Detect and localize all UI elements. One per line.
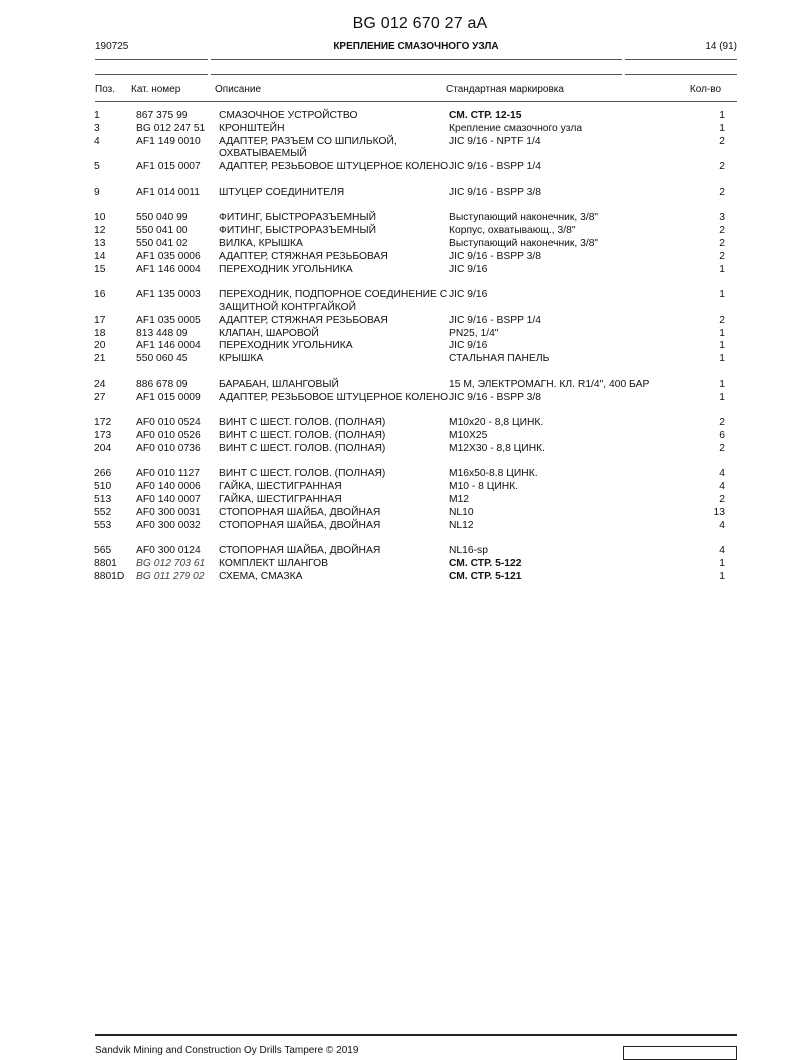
row-pos: 172 — [94, 417, 112, 429]
row-description: ШТУЦЕР СОЕДИНИТЕЛЯ — [219, 186, 345, 198]
row-pos: 10 — [94, 212, 106, 224]
table-row — [0, 507, 794, 520]
row-catalog-number: AF0 010 0524 — [136, 417, 201, 429]
row-pos: 18 — [94, 327, 106, 339]
row-standard-marking: СМ. СТР. 5-122 — [449, 557, 522, 569]
row-pos: 27 — [94, 391, 106, 403]
row-quantity: 2 — [719, 186, 725, 198]
row-description: КЛАПАН, ШАРОВОЙ — [219, 327, 319, 339]
table-row — [0, 110, 794, 123]
table-row — [0, 289, 794, 315]
row-standard-marking: M10x20 - 8,8 ЦИНК. — [449, 417, 544, 429]
row-quantity: 1 — [719, 110, 725, 121]
table-row — [0, 430, 794, 443]
row-pos: 173 — [94, 429, 112, 441]
row-catalog-number: BG 012 703 61 — [136, 557, 206, 569]
row-pos: 21 — [94, 353, 106, 365]
table-row — [0, 392, 794, 418]
row-pos: 510 — [94, 481, 112, 493]
table-row — [0, 264, 794, 277]
row-catalog-number: AF0 140 0006 — [136, 481, 201, 493]
row-catalog-number: AF1 035 0005 — [136, 314, 201, 326]
row-quantity: 3 — [719, 212, 725, 224]
footer-text: Sandvik Mining and Construction Oy Drills Tampere © 2019 — [95, 1045, 359, 1056]
row-standard-marking: JIC 9/16 - BSPP 1/4 — [449, 314, 541, 326]
row-quantity: 1 — [719, 570, 725, 582]
row-pos: 513 — [94, 493, 112, 505]
row-catalog-number: AF1 146 0004 — [136, 340, 201, 352]
row-pos: 266 — [94, 468, 112, 480]
row-description: СТОПОРНАЯ ШАЙБА, ДВОЙНАЯ — [219, 519, 381, 531]
row-description: СТОПОРНАЯ ШАЙБА, ДВОЙНАЯ — [219, 506, 381, 518]
row-standard-marking: Выступающий наконечник, 3/8" — [449, 237, 599, 249]
row-standard-marking: JIC 9/16 - NPTF 1/4 — [449, 135, 541, 147]
row-quantity: 2 — [719, 135, 725, 147]
row-catalog-number: BG 012 247 51 — [136, 122, 206, 134]
row-catalog-number: AF1 015 0009 — [136, 391, 201, 403]
row-standard-marking: PN25, 1/4" — [449, 327, 499, 339]
table-row — [0, 443, 794, 456]
table-row — [0, 225, 794, 238]
row-standard-marking: JIC 9/16 - BSPP 3/8 — [449, 186, 541, 198]
row-description: СХЕМА, СМАЗКА — [219, 570, 303, 582]
row-pos: 15 — [94, 263, 106, 275]
row-quantity: 1 — [719, 353, 725, 365]
row-standard-marking: СМ. СТР. 5-121 — [449, 570, 522, 582]
row-pos: 565 — [94, 545, 112, 557]
table-row — [0, 520, 794, 533]
row-catalog-number: AF0 010 1127 — [136, 468, 200, 480]
table-row — [0, 136, 794, 162]
row-description: ГАЙКА, ШЕСТИГРАННАЯ — [219, 493, 342, 505]
row-standard-marking: M16x50-8.8 ЦИНК. — [449, 468, 538, 480]
row-catalog-number: AF1 135 0003 — [136, 289, 201, 301]
row-catalog-number: 886 678 09 — [136, 378, 188, 390]
row-pos: 204 — [94, 442, 112, 454]
table-row — [0, 571, 794, 584]
column-header-pos: Поз. — [95, 84, 115, 95]
row-catalog-number: AF1 149 0010 — [136, 135, 201, 147]
row-quantity: 2 — [719, 237, 725, 249]
row-description: ВИНТ С ШЕСТ. ГОЛОВ. (ПОЛНАЯ) — [219, 468, 386, 480]
column-header-cat: Кат. номер — [131, 84, 181, 95]
row-quantity: 2 — [719, 250, 725, 262]
table-row — [0, 379, 794, 392]
row-quantity: 1 — [719, 378, 725, 390]
subheader-rule — [95, 74, 737, 75]
row-catalog-number: 867 375 99 — [136, 110, 188, 121]
row-standard-marking: JIC 9/16 - BSPP 3/8 — [449, 250, 541, 262]
row-pos: 14 — [94, 250, 106, 262]
row-description: АДАПТЕР, СТЯЖНАЯ РЕЗЬБОВАЯ — [219, 250, 388, 262]
row-quantity: 4 — [719, 519, 725, 531]
row-catalog-number: AF0 010 0736 — [136, 442, 201, 454]
table-row — [0, 187, 794, 200]
row-catalog-number: AF0 300 0124 — [136, 545, 201, 557]
row-description: ФИТИНГ, БЫСТРОРАЗЪЕМНЫЙ — [219, 212, 377, 224]
row-pos: 552 — [94, 506, 112, 518]
row-catalog-number: 550 041 00 — [136, 225, 188, 237]
row-pos: 16 — [94, 289, 106, 301]
row-quantity: 2 — [719, 225, 725, 237]
table-row — [0, 494, 794, 507]
row-pos: 5 — [94, 161, 100, 173]
row-description: ВИНТ С ШЕСТ. ГОЛОВ. (ПОЛНАЯ) — [219, 429, 386, 441]
section-subtitle: КРЕПЛЕНИЕ СМАЗОЧНОГО УЗЛА — [333, 41, 499, 52]
row-catalog-number: BG 011 279 02 — [136, 570, 205, 582]
row-description: ГАЙКА, ШЕСТИГРАННАЯ — [219, 481, 342, 493]
row-pos: 9 — [94, 186, 100, 198]
row-standard-marking: NL12 — [449, 519, 474, 531]
row-quantity: 4 — [719, 545, 725, 557]
row-catalog-number: AF1 035 0006 — [136, 250, 201, 262]
row-quantity: 13 — [713, 506, 725, 518]
row-standard-marking: M10 - 8 ЦИНК. — [449, 481, 519, 493]
row-quantity: 1 — [719, 557, 725, 569]
table-row — [0, 251, 794, 264]
row-pos: 24 — [94, 378, 106, 390]
row-pos: 12 — [94, 225, 106, 237]
rule-gap — [208, 58, 211, 76]
row-description: ВИНТ С ШЕСТ. ГОЛОВ. (ПОЛНАЯ) — [219, 442, 386, 454]
row-description: БАРАБАН, ШЛАНГОВЫЙ — [219, 378, 339, 390]
column-header-rule — [95, 101, 737, 102]
row-description: АДАПТЕР, РЕЗЬБОВОЕ ШТУЦЕРНОЕ КОЛЕНО — [219, 391, 449, 403]
column-header-desc: Описание — [215, 84, 262, 95]
table-row — [0, 417, 794, 430]
parts-list — [0, 110, 794, 583]
row-standard-marking: Корпус, охватывающ., 3/8" — [449, 225, 576, 237]
row-catalog-number: AF0 010 0526 — [136, 429, 201, 441]
row-standard-marking: M10X25 — [449, 429, 488, 441]
row-standard-marking: JIC 9/16 - BSPP 1/4 — [449, 161, 541, 173]
row-quantity: 2 — [719, 314, 725, 326]
row-standard-marking: NL16-sp — [449, 545, 488, 557]
row-description: КОМПЛЕКТ ШЛАНГОВ — [219, 557, 329, 569]
row-quantity: 6 — [719, 429, 725, 441]
row-pos: 4 — [94, 135, 100, 147]
row-quantity: 2 — [719, 417, 725, 429]
row-quantity: 1 — [719, 327, 725, 339]
row-standard-marking: Выступающий наконечник, 3/8" — [449, 212, 599, 224]
header-rule — [95, 59, 737, 60]
row-catalog-number: 813 448 09 — [136, 327, 188, 339]
row-standard-marking: СМ. СТР. 12-15 — [449, 110, 522, 121]
row-quantity: 2 — [719, 493, 725, 505]
page-number: 14 (91) — [705, 41, 737, 52]
row-catalog-number: AF1 146 0004 — [136, 263, 201, 275]
row-pos: 8801D — [94, 570, 125, 582]
row-standard-marking: 15 М, ЭЛЕКТРОМАГН. КЛ. R1/4", 400 БАР — [449, 378, 650, 390]
row-quantity: 1 — [719, 122, 725, 134]
row-catalog-number: 550 060 45 — [136, 353, 188, 365]
document-title: BG 012 670 27 aA — [352, 15, 488, 32]
row-pos: 20 — [94, 340, 106, 352]
table-row — [0, 340, 794, 353]
date-label: 190725 — [95, 41, 129, 52]
row-description: ВИЛКА, КРЫШКА — [219, 237, 303, 249]
row-description: ПЕРЕХОДНИК, ПОДПОРНОЕ СОЕДИНЕНИЕ С ЗАЩИТНОЙ КОНТРГАЙКОЙ — [219, 289, 448, 313]
row-pos: 553 — [94, 519, 112, 531]
row-catalog-number: 550 040 99 — [136, 212, 188, 224]
row-quantity: 2 — [719, 161, 725, 173]
row-description: ФИТИНГ, БЫСТРОРАЗЪЕМНЫЙ — [219, 225, 377, 237]
row-description: ПЕРЕХОДНИК УГОЛЬНИКА — [219, 263, 353, 275]
table-row — [0, 481, 794, 494]
table-row — [0, 353, 794, 366]
row-description: ПЕРЕХОДНИК УГОЛЬНИКА — [219, 340, 353, 352]
row-standard-marking: JIC 9/16 — [449, 263, 488, 275]
table-row — [0, 123, 794, 136]
row-quantity: 2 — [719, 442, 725, 454]
brand-logo — [623, 1046, 737, 1060]
table-row — [0, 161, 794, 187]
row-standard-marking: СТАЛЬНАЯ ПАНЕЛЬ — [449, 353, 550, 365]
row-description: КРОНШТЕЙН — [219, 122, 285, 134]
row-catalog-number: AF0 140 0007 — [136, 493, 201, 505]
row-standard-marking: JIC 9/16 - BSPP 3/8 — [449, 391, 541, 403]
row-standard-marking: M12X30 - 8,8 ЦИНК. — [449, 442, 545, 454]
row-pos: 8801 — [94, 557, 117, 569]
row-quantity: 1 — [719, 340, 725, 352]
rule-gap — [622, 58, 625, 76]
row-description: АДАПТЕР, РАЗЪЕМ СО ШПИЛЬКОЙ, ОХВАТЫВАЕМЫЙ — [219, 135, 397, 160]
row-standard-marking: JIC 9/16 — [449, 289, 488, 301]
table-row — [0, 238, 794, 251]
table-row — [0, 315, 794, 328]
row-pos: 3 — [94, 122, 100, 134]
row-pos: 13 — [94, 237, 106, 249]
row-catalog-number: AF1 014 0011 — [136, 186, 200, 198]
row-standard-marking: JIC 9/16 — [449, 340, 488, 352]
row-standard-marking: Крепление смазочного узла — [449, 122, 583, 134]
table-row — [0, 212, 794, 225]
column-header-std: Стандартная маркировка — [446, 84, 564, 95]
row-description: ВИНТ С ШЕСТ. ГОЛОВ. (ПОЛНАЯ) — [219, 417, 386, 429]
row-catalog-number: AF0 300 0032 — [136, 519, 201, 531]
row-quantity: 1 — [719, 289, 725, 301]
row-pos: 1 — [94, 110, 100, 121]
row-standard-marking: NL10 — [449, 506, 474, 518]
row-catalog-number: 550 041 02 — [136, 237, 188, 249]
row-catalog-number: AF1 015 0007 — [136, 161, 201, 173]
table-row — [0, 468, 794, 481]
row-standard-marking: M12 — [449, 493, 470, 505]
row-catalog-number: AF0 300 0031 — [136, 506, 201, 518]
row-description: СМАЗОЧНОЕ УСТРОЙСТВО — [219, 110, 358, 121]
row-description: СТОПОРНАЯ ШАЙБА, ДВОЙНАЯ — [219, 545, 381, 557]
table-row — [0, 545, 794, 558]
table-row — [0, 328, 794, 341]
row-description: АДАПТЕР, СТЯЖНАЯ РЕЗЬБОВАЯ — [219, 314, 388, 326]
table-row — [0, 558, 794, 571]
row-pos: 17 — [94, 314, 106, 326]
row-quantity: 1 — [719, 263, 725, 275]
column-header-qty: Кол-во — [689, 84, 721, 95]
row-description: КРЫШКА — [219, 353, 264, 365]
row-quantity: 4 — [719, 468, 725, 480]
footer-rule — [95, 1034, 737, 1036]
row-quantity: 1 — [719, 391, 725, 403]
row-description: АДАПТЕР, РЕЗЬБОВОЕ ШТУЦЕРНОЕ КОЛЕНО — [219, 161, 449, 173]
row-quantity: 4 — [719, 481, 725, 493]
